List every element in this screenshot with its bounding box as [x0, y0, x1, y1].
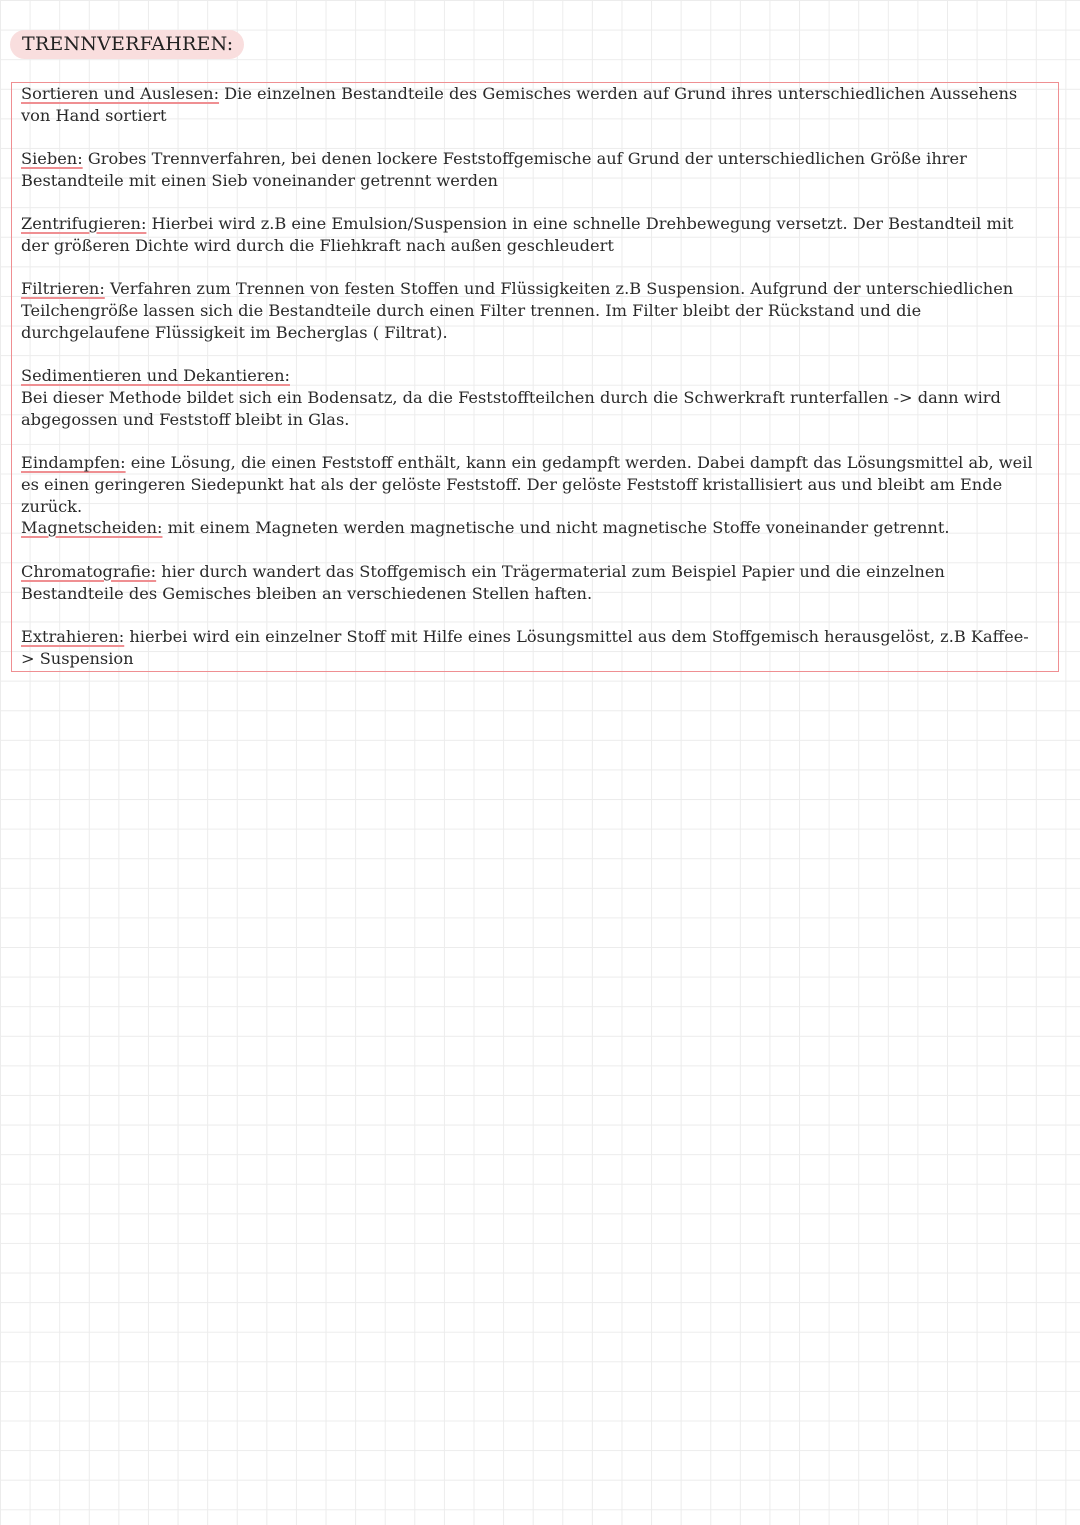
entry-text: Hierbei wird z.B eine Emulsion/Suspension in eine schnelle Drehbewegung versetzt. Der Bestandteil mit der größeren Dichte wird durch die Fliehkraft nach außen geschleudert [21, 214, 1014, 255]
entry-term: Zentrifugieren: [21, 214, 147, 233]
entry-term: Eindampfen: [21, 453, 126, 472]
entry-text: eine Lösung, die einen Feststoff enthält, kann ein gedampft werden. Dabei dampft das Lösungsmittel ab, weil es einen geringeren Siedepunkt hat als der gelöste Feststoff. Der gelöste Feststoff kristallisiert aus und bleibt am Ende zurück. [21, 453, 1033, 516]
entry-extrahieren [21, 626, 1040, 670]
entry-term: Sortieren und Auslesen: [21, 84, 220, 103]
entry-text: mit einem Magneten werden magnetische und nicht magnetische Stoffe voneinander getrennt. [162, 518, 950, 537]
entry-text: Bei dieser Methode bildet sich ein Bodensatz, da die Feststoffteilchen durch die Schwerkraft runterfallen -> dann wird abgegossen und Feststoff bleibt in Glas. [21, 388, 1001, 429]
entry-text: hier durch wandert das Stoffgemisch ein Trägermaterial zum Beispiel Papier und die einzelnen Bestandteile des Gemisches bleiben an verschiedenen Stellen haften. [21, 562, 945, 603]
separation-methods-box [11, 82, 1059, 672]
entry-term: Filtrieren: [21, 279, 105, 298]
entry-eindampfen [21, 452, 1040, 518]
entry-sieben [21, 148, 1040, 192]
entry-sedimentieren [21, 365, 1040, 431]
entry-term: Extrahieren: [21, 627, 125, 646]
entry-text: Verfahren zum Trennen von festen Stoffen und Flüssigkeiten z.B Suspension. Aufgrund der unterschiedlichen Teilchengröße lassen sich die Bestandteile durch einen Filter trennen. Im Filter bleibt der Rückstand und die durchgelaufene Flüssigkeit im Becherglas ( Filtrat). [21, 279, 1014, 342]
entry-filtrieren [21, 278, 1040, 344]
entry-text: hierbei wird ein einzelner Stoff mit Hilfe eines Lösungsmittel aus dem Stoffgemisch herausgelöst, z.B Kaffee-> Suspension [21, 627, 1029, 668]
entry-text: Grobes Trennverfahren, bei denen lockere Feststoffgemische auf Grund der unterschiedlichen Größe ihrer Bestandteile mit einen Sieb voneinander getrennt werden [21, 149, 967, 190]
entry-sortieren [21, 83, 1040, 127]
entry-magnetscheiden [21, 517, 1040, 539]
entry-text: Die einzelnen Bestandteile des Gemisches werden auf Grund ihres unterschiedlichen Aussehens von Hand sortiert [21, 84, 1018, 125]
entry-chromatografie [21, 561, 1040, 605]
entry-zentrifugieren [21, 213, 1040, 257]
entry-term: Sedimentieren und Dekantieren: [21, 366, 290, 385]
entry-term: Magnetscheiden: [21, 518, 163, 537]
entry-term: Sieben: [21, 149, 83, 168]
entry-term: Chromatografie: [21, 562, 157, 581]
page-title: TRENNVERFAHREN: [10, 30, 244, 59]
